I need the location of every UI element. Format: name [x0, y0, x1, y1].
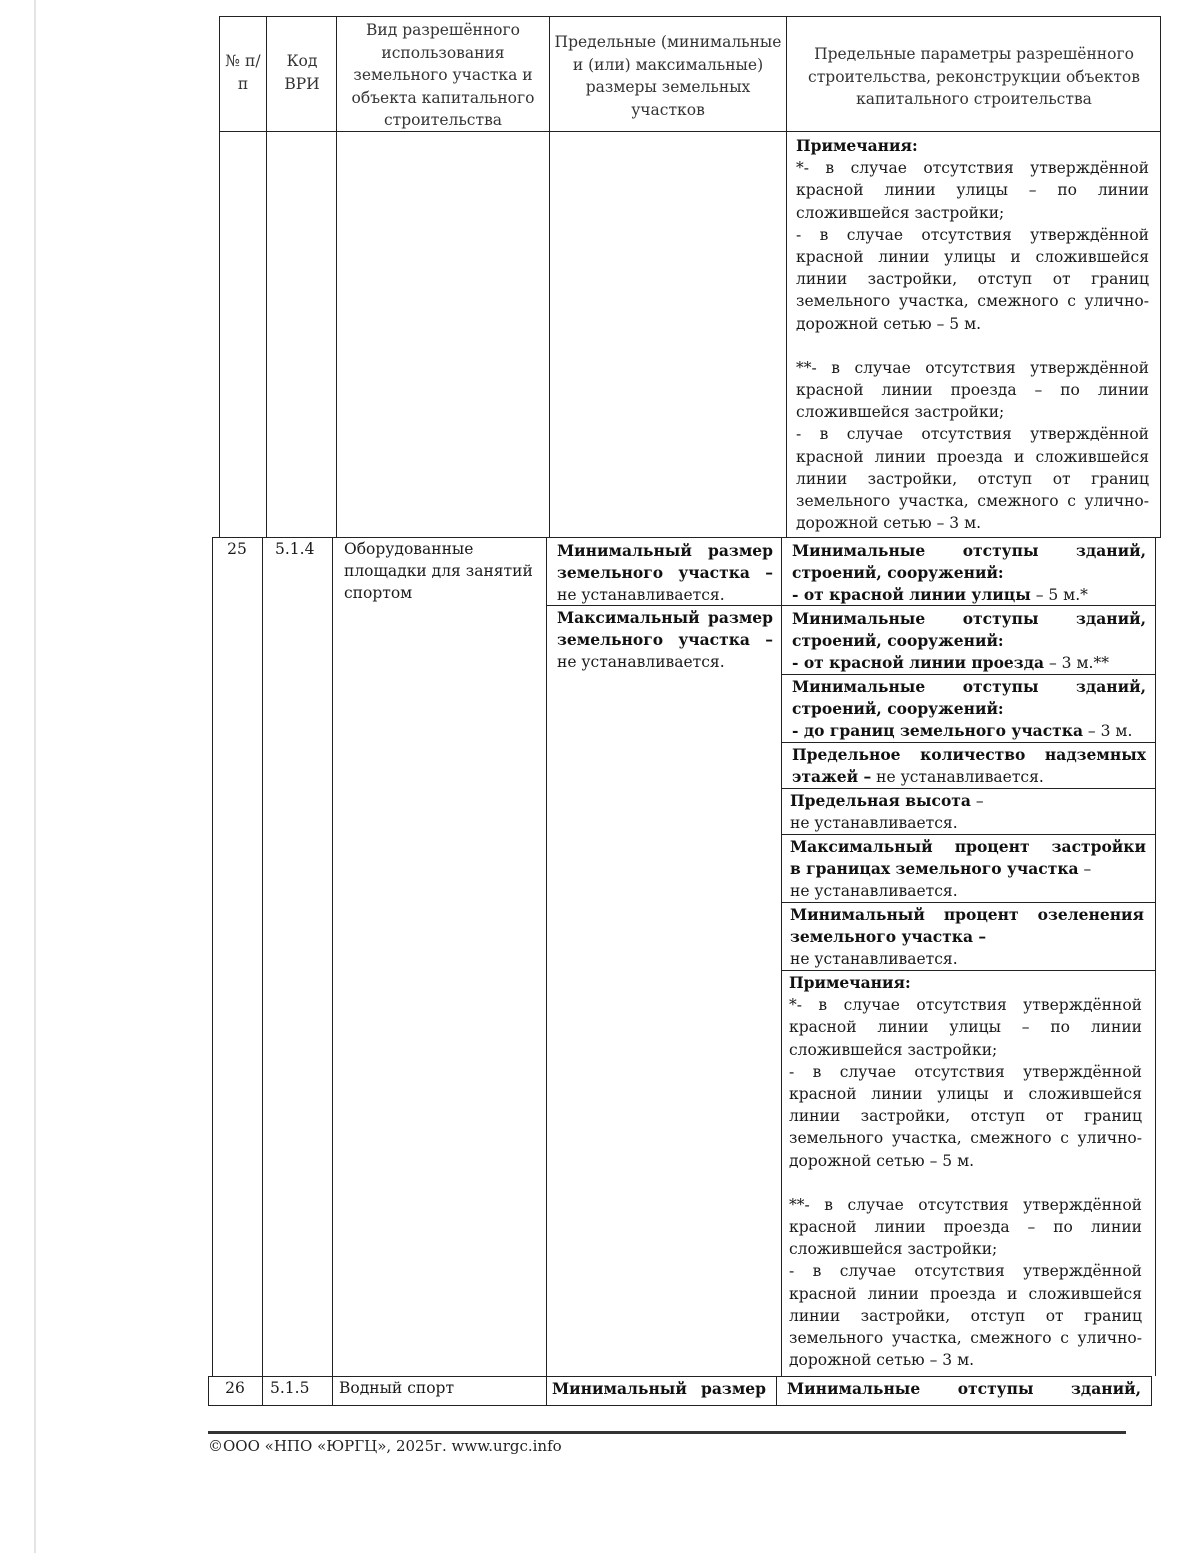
- note-line: земельного участка, смежного с улично-: [796, 292, 1149, 311]
- note-line: красной линии улицы и сложившейся: [796, 248, 1149, 267]
- header-col-number: № п/п: [225, 52, 261, 93]
- col-line-5: [786, 16, 787, 537]
- note-line: дорожной сетью – 5 м.: [796, 314, 982, 333]
- note-line: *- в случае отсутствия утверждённой: [796, 159, 1149, 178]
- row26-plot-size: Минимальный размер: [552, 1379, 766, 1398]
- row25-param-boundary-setback: Минимальные отступы зданий, строений, сооружений: - до границ земельного участка – 3 м.: [792, 677, 1146, 741]
- note-line: линии застройки, отступ от границ: [789, 1107, 1142, 1126]
- col-line-5b: [781, 537, 782, 1376]
- note-line: дорожной сетью – 3 м.: [789, 1351, 975, 1370]
- note-line: земельного участка, смежного с улично-: [789, 1129, 1142, 1148]
- note-line: красной линии проезда – по линии: [789, 1218, 1142, 1237]
- note-line: сложившейся застройки;: [789, 1040, 998, 1059]
- col-line-5c: [776, 1376, 777, 1405]
- footer-divider: [208, 1431, 1126, 1434]
- header-col-code: Код ВРИ: [284, 52, 320, 93]
- row25-land-use-name: Оборудованные площадки для занятий спортом: [344, 540, 533, 603]
- row25-param-floors: Предельное количество надземных этажей – не устанавливается.: [792, 745, 1146, 787]
- note-line: земельного участка, смежного с улично-: [789, 1329, 1142, 1348]
- col-line-4b: [546, 537, 547, 1405]
- header-col-plot-sizes: Предельные (минимальные и (или) максимальные) размеры земельных участков: [554, 33, 782, 119]
- note-line: - в случае отсутствия утверждённой: [796, 425, 1149, 444]
- row25-number: 25: [227, 540, 247, 558]
- row25-code: 5.1.4: [275, 540, 315, 558]
- note-line: линии застройки, отступ от границ: [789, 1306, 1142, 1325]
- note-line: - в случае отсутствия утверждённой: [789, 1062, 1142, 1081]
- col-line-2b: [262, 537, 263, 1405]
- row26-land-use-name: Водный спорт: [339, 1379, 455, 1397]
- note-line: *- в случае отсутствия утверждённой: [789, 996, 1142, 1015]
- note-line: **- в случае отсутствия утверждённой: [789, 1195, 1142, 1214]
- col-line-3: [336, 16, 337, 537]
- note-line: красной линии проезда и сложившейся: [789, 1284, 1142, 1303]
- page-footer: ©ООО «НПО «ЮРГЦ», 2025г. www.urgc.info: [208, 1437, 562, 1455]
- note-line: - в случае отсутствия утверждённой: [789, 1262, 1142, 1281]
- row26-number: 26: [225, 1379, 245, 1397]
- notes-block-top: [796, 135, 1149, 534]
- note-line: **- в случае отсутствия утверждённой: [796, 358, 1149, 377]
- row25-param-green-percent: Минимальный процент озеленения земельного участка – не устанавливается.: [790, 905, 1144, 969]
- notes-block-row25: Примечания: *- в случае отсутствия утверждённой красной линии улицы – по линии сложившейся застройки; - в случае отсутствия утверждённой красной линии улицы и сложившейся линии застройки, отступ от границ земельного участка, смежного с улично- дорожной сетью – 5 м. **- в случае отсутствия утверждённой красной линии проезда – по линии сложившейся застройки; - в случае отсутствия утверждённой красной линии проезда и сложившейся линии застройки, отступ от границ земельного участка, смежного с улично- дорожной сетью – 3 м.: [789, 972, 1142, 1371]
- table-border-bottom: [208, 1405, 1152, 1406]
- note-line: красной линии проезда – по линии: [796, 381, 1149, 400]
- note-line: земельного участка, смежного с улично-: [796, 492, 1149, 511]
- col-line-1b: [212, 537, 213, 1376]
- col-line-6: [1160, 16, 1161, 537]
- note-line: - в случае отсутствия утверждённой: [796, 225, 1149, 244]
- note-line: линии застройки, отступ от границ: [796, 270, 1149, 289]
- row25-min-plot-size: Минимальный размер земельного участка – не устанавливается.: [557, 541, 773, 605]
- notes-title: Примечания:: [796, 136, 918, 155]
- note-line: красной линии улицы и сложившейся: [789, 1085, 1142, 1104]
- note-line: красной линии улицы – по линии: [789, 1018, 1142, 1037]
- note-line: сложившейся застройки;: [796, 403, 1005, 422]
- row25-param-street-setback: Минимальные отступы зданий, строений, сооружений: - от красной линии улицы – 5 м.*: [792, 541, 1146, 605]
- row25-param-height: Предельная высота – не устанавливается.: [790, 791, 984, 833]
- row26-param: Минимальные отступы зданий,: [787, 1379, 1141, 1398]
- col-line-6c: [1151, 1376, 1152, 1405]
- col-line-6b: [1155, 537, 1156, 1376]
- col-line-2: [266, 16, 267, 537]
- row25-max-plot-size: Максимальный размер земельного участка – не устанавливается.: [557, 608, 773, 672]
- note-line: красной линии улицы – по линии: [796, 181, 1149, 200]
- table-border-top: [219, 16, 1161, 17]
- note-line: линии застройки, отступ от границ: [796, 469, 1149, 488]
- col-line-1: [219, 16, 220, 537]
- row25-param-build-percent: Максимальный процент застройки в границах земельного участка – не устанавливается.: [790, 837, 1146, 901]
- note-line: сложившейся застройки;: [789, 1240, 998, 1259]
- note-line: сложившейся застройки;: [796, 203, 1005, 222]
- note-line: дорожной сетью – 5 м.: [789, 1151, 975, 1170]
- note-line: дорожной сетью – 3 м.: [796, 514, 982, 533]
- header-col-construction-params: Предельные параметры разрешённого строительства, реконструкции объектов капитального строительства: [808, 45, 1140, 108]
- header-col-land-use-type: Вид разрешённого использования земельного участка и объекта капитального строительства: [351, 21, 535, 129]
- note-line: красной линии проезда и сложившейся: [796, 447, 1149, 466]
- row25-param-passage-setback: Минимальные отступы зданий, строений, сооружений: - от красной линии проезда – 3 м.**: [792, 609, 1146, 673]
- row26-code: 5.1.5: [270, 1379, 310, 1397]
- col-line-3b: [332, 537, 333, 1405]
- col-line-4: [549, 16, 550, 537]
